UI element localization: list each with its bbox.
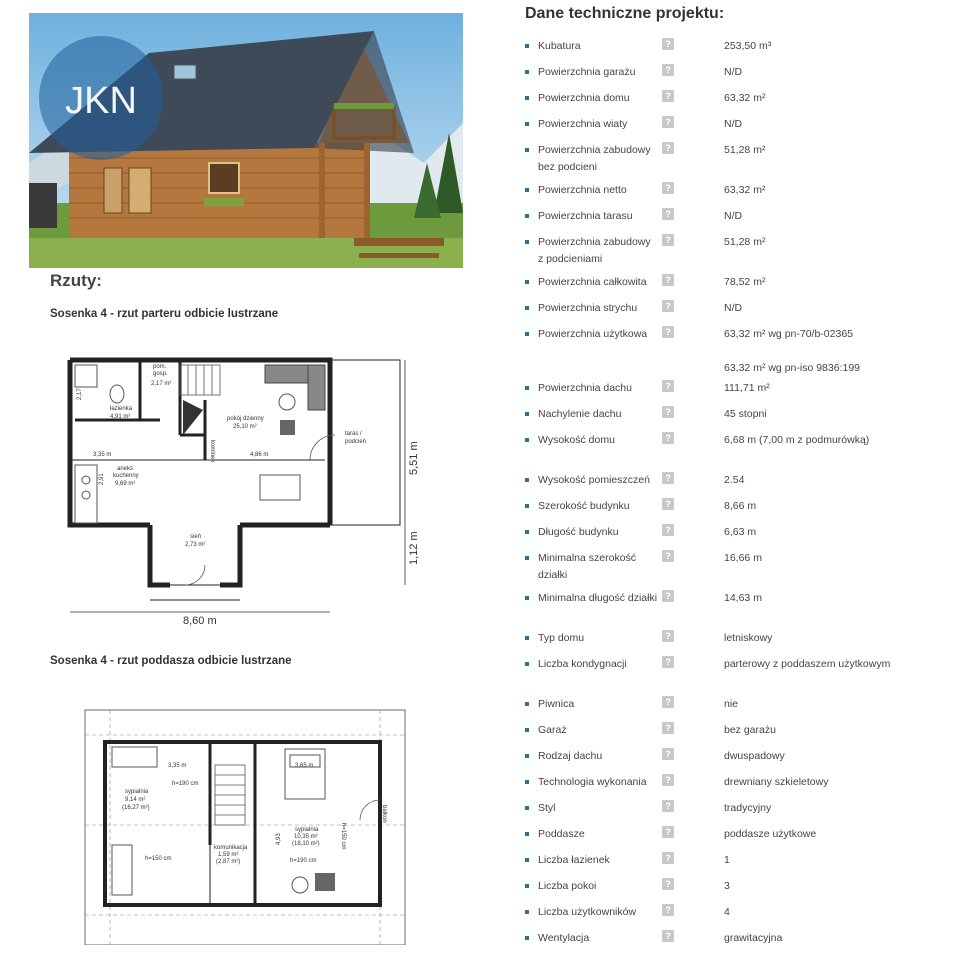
bullet-icon bbox=[525, 240, 529, 244]
spec-value: 2.54 bbox=[724, 474, 745, 486]
spec-label: Minimalna szerokość działki bbox=[538, 552, 637, 581]
spec-label: Powierzchnia garażu bbox=[538, 66, 636, 78]
spec-row bbox=[525, 472, 960, 498]
label-lazienka: łazienka bbox=[110, 406, 133, 412]
floor-plan-ground bbox=[55, 340, 425, 630]
spec-value: 111,71 m² bbox=[724, 382, 770, 394]
dim-porch: 1,12 m bbox=[408, 531, 420, 565]
label-syp2-area: 10,35 m² bbox=[294, 834, 318, 840]
spec-label: Nachylenie dachu bbox=[538, 408, 622, 420]
help-icon[interactable]: ? bbox=[662, 116, 674, 128]
spec-value: 253,50 m³ bbox=[724, 40, 772, 52]
spec-row bbox=[525, 930, 960, 956]
spec-label: Powierzchnia tarasu bbox=[538, 210, 633, 222]
help-icon[interactable]: ? bbox=[662, 326, 674, 338]
bullet-icon bbox=[525, 412, 529, 416]
spec-label: Wentylacja bbox=[538, 932, 590, 944]
label-kom-area: 1,59 m² bbox=[218, 852, 239, 858]
spec-row bbox=[525, 656, 960, 696]
spec-label: Powierzchnia netto bbox=[538, 184, 627, 196]
spec-label: Liczba pokoi bbox=[538, 880, 597, 892]
label-kom: komunikacja bbox=[214, 845, 248, 851]
help-icon[interactable]: ? bbox=[662, 142, 674, 154]
help-icon[interactable]: ? bbox=[662, 774, 674, 786]
label-kuchenny: kuchenny bbox=[113, 473, 139, 479]
floor-plan-attic bbox=[80, 705, 410, 945]
spec-value: 45 stopni bbox=[724, 408, 767, 420]
spec-row bbox=[525, 800, 960, 826]
label-dim-335: 3,35 m bbox=[168, 763, 187, 769]
spec-label: Typ domu bbox=[538, 632, 585, 644]
spec-row bbox=[525, 826, 960, 852]
spec-row bbox=[525, 64, 960, 90]
spec-label: Powierzchnia domu bbox=[538, 92, 630, 104]
help-icon[interactable]: ? bbox=[662, 38, 674, 50]
spec-row bbox=[525, 38, 960, 64]
label-syp2: sypialnia bbox=[295, 827, 319, 833]
label-balkon: balkon bbox=[381, 805, 387, 823]
label-pokoj-area: 25,10 m² bbox=[233, 424, 257, 430]
label-syp1: sypialnia bbox=[125, 789, 149, 795]
spec-row bbox=[525, 274, 960, 300]
label-kom-area2: (2,87 m²) bbox=[216, 859, 241, 865]
help-icon[interactable]: ? bbox=[662, 826, 674, 838]
label-pom-area: 2,17 m² bbox=[151, 381, 172, 387]
bullet-icon bbox=[525, 936, 529, 940]
label-dim-486: 4,86 m bbox=[250, 452, 269, 458]
bullet-icon bbox=[525, 478, 529, 482]
label-taras: taras / bbox=[345, 431, 362, 437]
label-pokoj: pokój dzienny bbox=[227, 416, 264, 422]
label-kominek: kominek bbox=[209, 440, 215, 463]
bullet-icon bbox=[525, 188, 529, 192]
spec-row bbox=[525, 142, 960, 182]
spec-value: parterowy z poddaszem użytkowym bbox=[724, 658, 891, 670]
spec-label: Wysokość pomieszczeń bbox=[538, 474, 650, 486]
label-sien-area: 2,73 m² bbox=[185, 542, 206, 548]
bullet-icon bbox=[525, 596, 529, 600]
spec-value: 6,63 m bbox=[724, 526, 757, 538]
spec-label: Powierzchnia dachu bbox=[538, 382, 632, 394]
spec-label: Styl bbox=[538, 802, 556, 814]
help-icon[interactable]: ? bbox=[662, 524, 674, 536]
label-dim-365: 3,65 m bbox=[295, 763, 314, 769]
spec-label: Szerokość budynku bbox=[538, 500, 630, 512]
spec-row bbox=[525, 432, 960, 472]
bullet-icon bbox=[525, 910, 529, 914]
spec-value: N/D bbox=[724, 66, 743, 78]
bullet-icon bbox=[525, 148, 529, 152]
help-icon[interactable]: ? bbox=[662, 300, 674, 312]
bullet-icon bbox=[525, 280, 529, 284]
spec-value: dwuspadowy bbox=[724, 750, 785, 762]
bullet-icon bbox=[525, 122, 529, 126]
spec-row bbox=[525, 90, 960, 116]
specs-list bbox=[525, 38, 960, 956]
spec-value: 1 bbox=[724, 854, 730, 866]
spec-label: Długość budynku bbox=[538, 526, 619, 538]
bullet-icon bbox=[525, 306, 529, 310]
help-icon[interactable]: ? bbox=[662, 234, 674, 246]
label-aneks: aneks bbox=[117, 466, 134, 472]
bullet-icon bbox=[525, 504, 529, 508]
spec-value: grawitacyjna bbox=[724, 932, 783, 944]
spec-label: Technologia wykonania bbox=[538, 776, 647, 788]
spec-value: tradycyjny bbox=[724, 802, 772, 814]
spec-row bbox=[525, 852, 960, 878]
bullet-icon bbox=[525, 386, 529, 390]
help-icon[interactable]: ? bbox=[662, 432, 674, 444]
label-dim-291: 2,91 bbox=[99, 473, 105, 485]
label-dim-217: 2,17 bbox=[77, 388, 83, 400]
label-syp1-area2: (16,27 m²) bbox=[122, 805, 150, 811]
label-dim-335: 3,35 m bbox=[93, 452, 112, 458]
spec-row bbox=[525, 550, 960, 590]
help-icon[interactable]: ? bbox=[662, 904, 674, 916]
bullet-icon bbox=[525, 884, 529, 888]
plan-attic-title: Sosenka 4 - rzut poddasza odbicie lustrzane bbox=[50, 655, 292, 667]
label-h190b: h=190 cm bbox=[290, 858, 317, 864]
bullet-icon bbox=[525, 780, 529, 784]
bullet-icon bbox=[525, 636, 529, 640]
bullet-icon bbox=[525, 96, 529, 100]
help-icon[interactable]: ? bbox=[662, 274, 674, 286]
spec-value: 16,66 m bbox=[724, 552, 762, 564]
spec-row bbox=[525, 524, 960, 550]
spec-label: Minimalna długość działki bbox=[538, 592, 658, 604]
spec-value: 4 bbox=[724, 906, 730, 918]
spec-label: Kubatura bbox=[538, 40, 581, 52]
bullet-icon bbox=[525, 332, 529, 336]
help-icon[interactable]: ? bbox=[662, 930, 674, 942]
spec-value: 63,32 m² bbox=[724, 92, 766, 104]
help-icon[interactable]: ? bbox=[662, 590, 674, 602]
help-icon[interactable]: ? bbox=[662, 498, 674, 510]
label-h150a: h=150 cm bbox=[145, 856, 172, 862]
label-gosp: gosp. bbox=[153, 371, 168, 377]
spec-value: 8,66 m bbox=[724, 500, 757, 512]
help-icon[interactable]: ? bbox=[662, 380, 674, 392]
spec-value: nie bbox=[724, 698, 739, 710]
bullet-icon bbox=[525, 806, 529, 810]
label-dim-493: 4,93 bbox=[276, 833, 282, 845]
spec-value: 3 bbox=[724, 880, 730, 892]
spec-value: N/D bbox=[724, 302, 743, 314]
spec-label: Powierzchnia całkowita bbox=[538, 276, 647, 288]
bullet-icon bbox=[525, 556, 529, 560]
spec-value: letniskowy bbox=[724, 632, 773, 644]
watermark-text: JKN bbox=[65, 80, 137, 122]
spec-value: 6,68 m (7,00 m z podmurówką) bbox=[724, 434, 870, 446]
spec-value: N/D bbox=[724, 210, 743, 222]
dim-width: 8,60 m bbox=[183, 615, 217, 627]
help-icon[interactable]: ? bbox=[662, 90, 674, 102]
help-icon[interactable]: ? bbox=[662, 800, 674, 812]
spec-value: 78,52 m² bbox=[724, 276, 766, 288]
spec-row bbox=[525, 326, 960, 380]
plan-ground-title: Sosenka 4 - rzut parteru odbicie lustrzane bbox=[50, 308, 279, 320]
spec-row bbox=[525, 380, 960, 406]
bullet-icon bbox=[525, 214, 529, 218]
spec-row bbox=[525, 904, 960, 930]
label-sien: sień bbox=[190, 534, 202, 540]
spec-row bbox=[525, 234, 960, 274]
bullet-icon bbox=[525, 70, 529, 74]
help-icon[interactable]: ? bbox=[662, 852, 674, 864]
bullet-icon bbox=[525, 702, 529, 706]
spec-value: drewniany szkieletowy bbox=[724, 776, 829, 788]
spec-row bbox=[525, 208, 960, 234]
spec-row bbox=[525, 878, 960, 904]
spec-row bbox=[525, 696, 960, 722]
spec-label: Liczba kondygnacji bbox=[538, 658, 627, 670]
spec-row bbox=[525, 300, 960, 326]
spec-label: Garaż bbox=[538, 724, 567, 736]
spec-row bbox=[525, 182, 960, 208]
spec-label: Liczba użytkowników bbox=[538, 906, 637, 918]
bullet-icon bbox=[525, 754, 529, 758]
spec-value: 51,28 m² bbox=[724, 236, 766, 248]
bullet-icon bbox=[525, 44, 529, 48]
bullet-icon bbox=[525, 530, 529, 534]
spec-row bbox=[525, 722, 960, 748]
spec-label: Poddasze bbox=[538, 828, 585, 840]
spec-label: Powierzchnia wiaty bbox=[538, 118, 628, 130]
spec-label: Powierzchnia zabudowy z podcieniami bbox=[538, 236, 651, 265]
help-icon[interactable]: ? bbox=[662, 472, 674, 484]
jkn-watermark bbox=[39, 36, 163, 160]
help-icon[interactable]: ? bbox=[662, 878, 674, 890]
help-icon[interactable]: ? bbox=[662, 208, 674, 220]
help-icon[interactable]: ? bbox=[662, 722, 674, 734]
spec-value: N/D bbox=[724, 118, 743, 130]
help-icon[interactable]: ? bbox=[662, 696, 674, 708]
spec-row bbox=[525, 748, 960, 774]
spec-label: Powierzchnia strychu bbox=[538, 302, 638, 314]
label-h190a: h=190 cm bbox=[172, 781, 199, 787]
label-syp2-area2: (18,10 m²) bbox=[292, 841, 320, 847]
bullet-icon bbox=[525, 662, 529, 666]
help-icon[interactable]: ? bbox=[662, 656, 674, 668]
spec-value: 51,28 m² bbox=[724, 144, 766, 156]
spec-label: Wysokość domu bbox=[538, 434, 615, 446]
spec-value: 63,32 m² bbox=[724, 184, 766, 196]
spec-row bbox=[525, 116, 960, 142]
help-icon[interactable]: ? bbox=[662, 630, 674, 642]
bullet-icon bbox=[525, 858, 529, 862]
label-aneks-area: 9,69 m² bbox=[115, 481, 136, 487]
help-icon[interactable]: ? bbox=[662, 182, 674, 194]
bullet-icon bbox=[525, 832, 529, 836]
help-icon[interactable]: ? bbox=[662, 748, 674, 760]
dim-depth: 5,51 m bbox=[408, 441, 420, 475]
help-icon[interactable]: ? bbox=[662, 64, 674, 76]
spec-label: Rodzaj dachu bbox=[538, 750, 603, 762]
spec-row bbox=[525, 406, 960, 432]
spec-row bbox=[525, 774, 960, 800]
spec-row bbox=[525, 630, 960, 656]
spec-value: 14,63 m bbox=[724, 592, 762, 604]
spec-value: poddasze użytkowe bbox=[724, 828, 817, 840]
spec-row bbox=[525, 590, 960, 630]
section-title: Rzuty: bbox=[50, 271, 102, 290]
house-photo bbox=[29, 13, 463, 268]
help-icon[interactable]: ? bbox=[662, 550, 674, 562]
label-taras2: podcień bbox=[345, 439, 367, 445]
label-pom: pom. bbox=[153, 364, 167, 370]
spec-label: Powierzchnia zabudowy bez podcieni bbox=[538, 144, 651, 173]
specs-heading: Dane techniczne projektu: bbox=[525, 5, 725, 22]
label-lazienka-area: 4,91 m² bbox=[110, 414, 131, 420]
bullet-icon bbox=[525, 438, 529, 442]
spec-label: Powierzchnia użytkowa bbox=[538, 328, 648, 340]
bullet-icon bbox=[525, 728, 529, 732]
label-syp1-area: 9,14 m² bbox=[125, 797, 146, 803]
spec-value: 63,32 m² wg pn-70/b-02365 63,32 m² wg pn-iso 9836:199 bbox=[724, 328, 861, 374]
help-icon[interactable]: ? bbox=[662, 406, 674, 418]
spec-value: bez garażu bbox=[724, 724, 776, 736]
spec-label: Piwnica bbox=[538, 698, 575, 710]
spec-row bbox=[525, 498, 960, 524]
label-h150b: h=150 cm bbox=[340, 823, 346, 850]
spec-label: Liczba łazienek bbox=[538, 854, 610, 866]
